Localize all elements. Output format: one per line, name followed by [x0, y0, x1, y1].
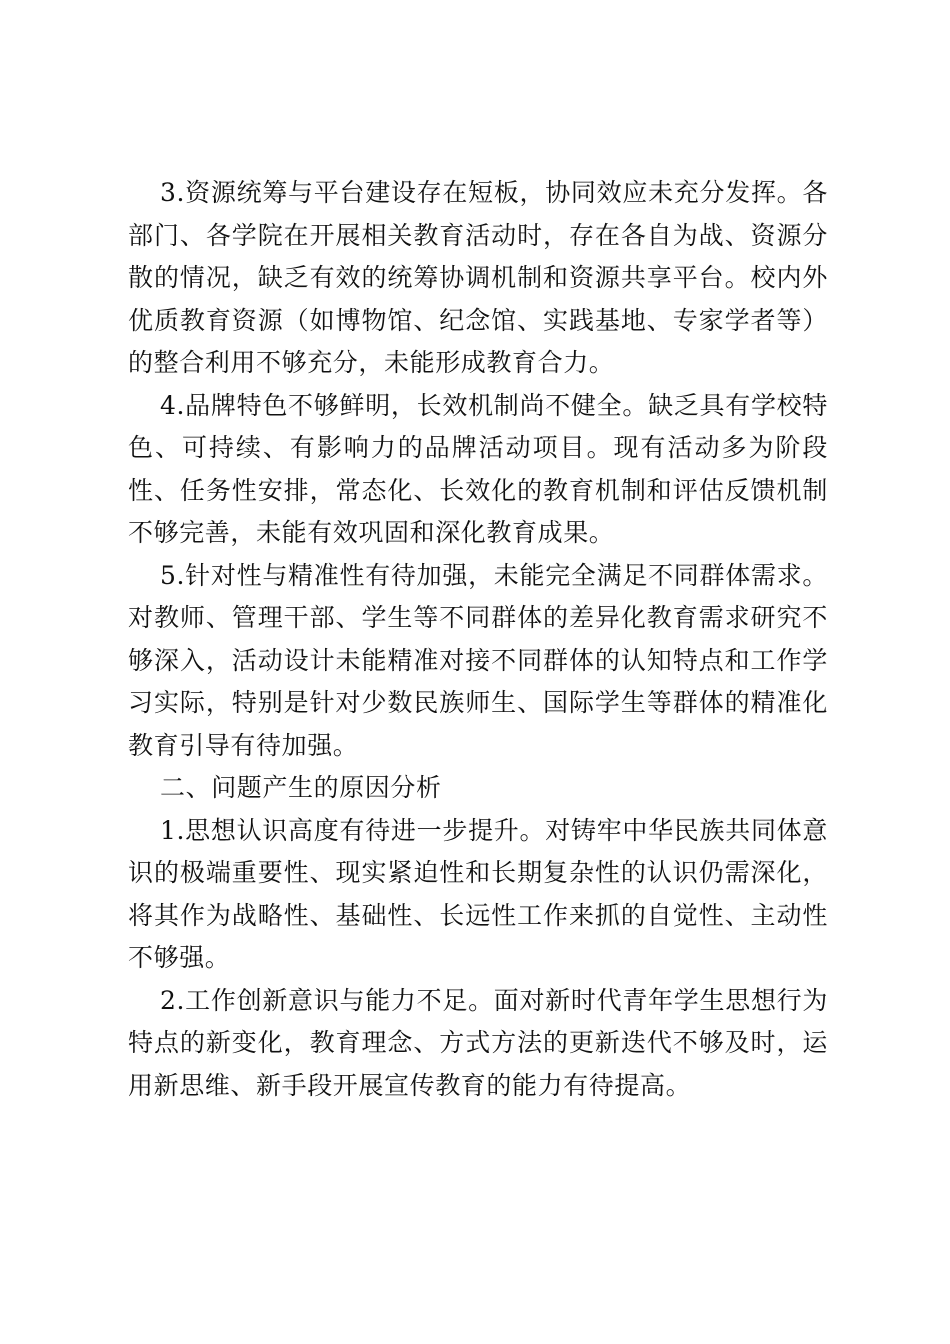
document-body [128, 172, 828, 1107]
paragraph-ideological-awareness: 1.思想认识高度有待进一步提升。对铸牢中华民族共同体意识的极端重要性、现实紧迫性和长期复杂性的认识仍需深化，将其作为战略性、基础性、长远性工作来抓的自觉性、主动性不够强。 [128, 815, 828, 972]
paragraph-resource-coordination: 3.资源统筹与平台建设存在短板，协同效应未充分发挥。各部门、各学院在开展相关教育活动时，存在各自为战、资源分散的情况，缺乏有效的统筹协调机制和资源共享平台。校内外优质教育资源（如博物馆、纪念馆、实践基地、专家学者等）的整合利用不够充分，未能形成教育合力。 [128, 178, 828, 377]
paragraph-innovation-ability: 2.工作创新意识与能力不足。面对新时代青年学生思想行为特点的新变化，教育理念、方式方法的更新迭代不够及时，运用新思维、新手段开展宣传教育的能力有待提高。 [128, 985, 828, 1100]
paragraph-brand-features: 4.品牌特色不够鲜明，长效机制尚不健全。缺乏具有学校特色、可持续、有影响力的品牌活动项目。现有活动多为阶段性、任务性安排，常态化、长效化的教育机制和评估反馈机制不够完善，未能有效巩固和深化教育成果。 [128, 390, 828, 547]
section-heading-cause-analysis: 二、问题产生的原因分析 [160, 773, 442, 802]
paragraph-targeting-precision: 5.针对性与精准性有待加强，未能完全满足不同群体需求。对教师、管理干部、学生等不同群体的差异化教育需求研究不够深入，活动设计未能精准对接不同群体的认知特点和工作学习实际，特别是针对少数民族师生、国际学生等群体的精准化教育引导有待加强。 [128, 560, 828, 760]
